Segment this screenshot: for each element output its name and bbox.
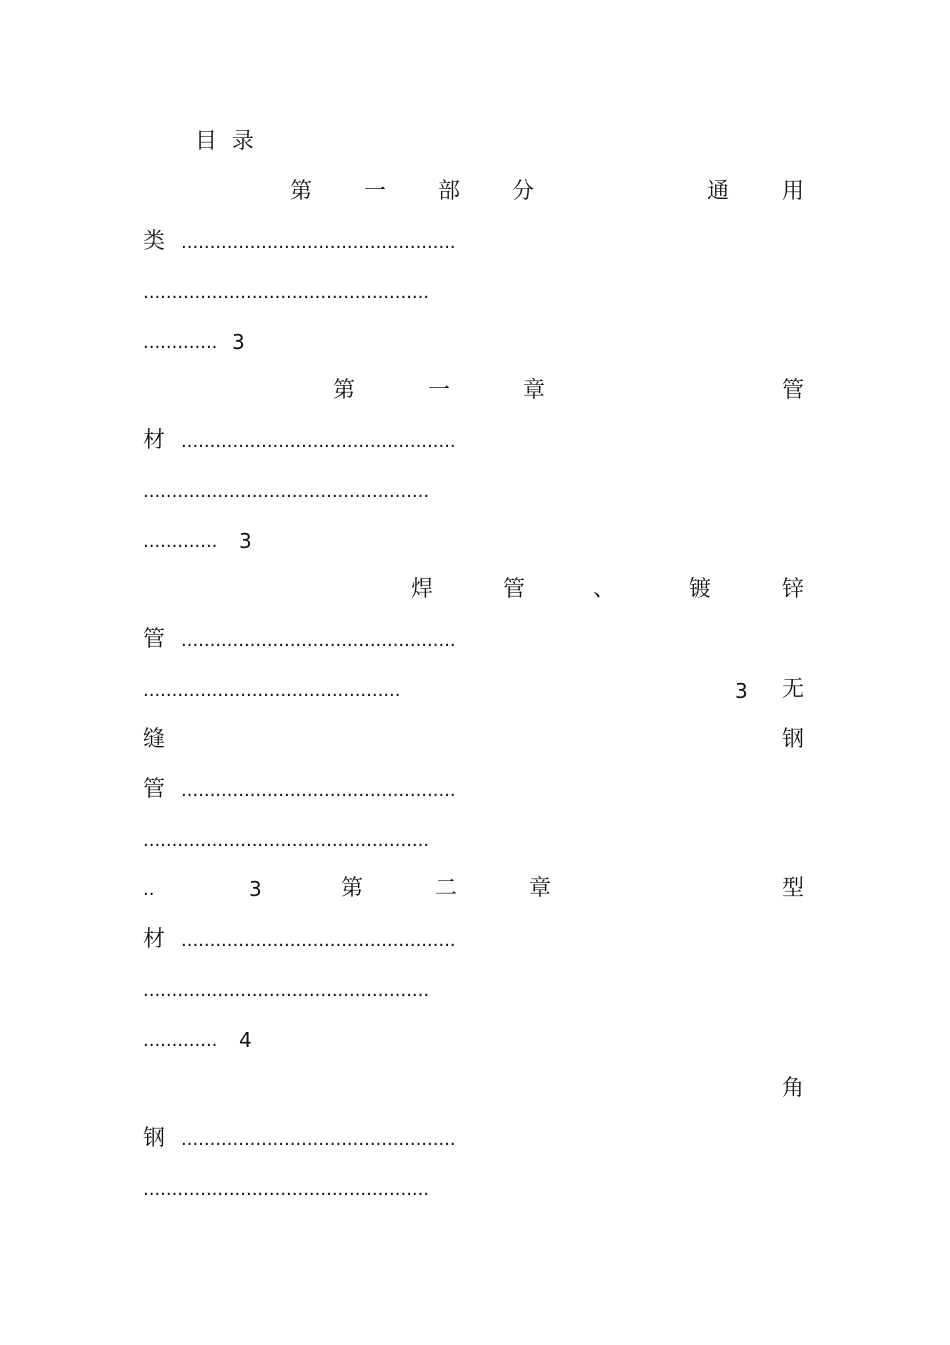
toc-page-number: 3 [249, 877, 262, 901]
toc-page-number: 4 [239, 1028, 252, 1052]
toc-entry-tail: 钢 [782, 727, 805, 752]
toc-leader-dots: .................................................. [143, 282, 430, 303]
toc-leader-dots: ................................................ [181, 431, 456, 452]
toc-char: 二 [435, 876, 458, 901]
toc-leader-dots: ................................................ [181, 780, 456, 801]
toc-leader-dots: .................................................. [143, 1179, 430, 1200]
toc-leader-dots: ............................................. [143, 680, 401, 701]
toc-leader-dots: .................................................. [143, 980, 430, 1001]
toc-char: 通 [707, 179, 730, 204]
toc-char: 管 [782, 378, 805, 403]
toc-leader-dots: ............. [143, 332, 218, 353]
toc-leader-dots: ................................................ [181, 1129, 456, 1150]
toc-leader-dots: .. [143, 879, 155, 900]
toc-char: 用 [782, 179, 805, 204]
toc-entry-tail: 无 [782, 677, 805, 702]
toc-char: 一 [364, 179, 387, 204]
toc-leader-dots: ................................................ [181, 630, 456, 651]
toc-entry-tail: 角 [782, 1076, 805, 1101]
toc-char: 第 [333, 378, 356, 403]
toc-entry-lead: 缝 [143, 727, 166, 752]
toc-leader-dots: ................................................ [181, 930, 456, 951]
toc-char: 部 [438, 179, 461, 204]
toc-char: 章 [523, 378, 546, 403]
toc-char: 型 [782, 876, 805, 901]
toc-entry-lead: 材 [143, 428, 166, 453]
toc-char: 镀 [689, 577, 712, 602]
toc-page-number: 3 [735, 679, 748, 703]
toc-entry-lead: 钢 [143, 1126, 166, 1151]
toc-entry-lead: 类 [143, 229, 166, 254]
toc-entry-lead: 管 [143, 627, 166, 652]
toc-char: 第 [290, 179, 313, 204]
toc-page-number: 3 [239, 529, 252, 553]
toc-title-char-1: 目 [195, 129, 218, 154]
toc-entry-lead: 管 [143, 777, 166, 802]
toc-leader-dots: ............. [143, 1030, 218, 1051]
toc-char: 焊 [411, 577, 434, 602]
toc-leader-dots: ............. [143, 531, 218, 552]
toc-char: 锌 [782, 577, 805, 602]
toc-leader-dots: ................................................ [181, 232, 456, 253]
toc-page-number: 3 [232, 330, 245, 354]
toc-char: 章 [529, 876, 552, 901]
toc-char: 管 [503, 577, 526, 602]
toc-leader-dots: .................................................. [143, 481, 430, 502]
toc-char: 分 [512, 179, 535, 204]
toc-char: 一 [428, 378, 451, 403]
toc-title-char-2: 录 [232, 129, 255, 154]
toc-char: 、 [593, 577, 616, 602]
toc-leader-dots: .................................................. [143, 830, 430, 851]
toc-entry-lead: 材 [143, 927, 166, 952]
toc-char: 第 [341, 876, 364, 901]
